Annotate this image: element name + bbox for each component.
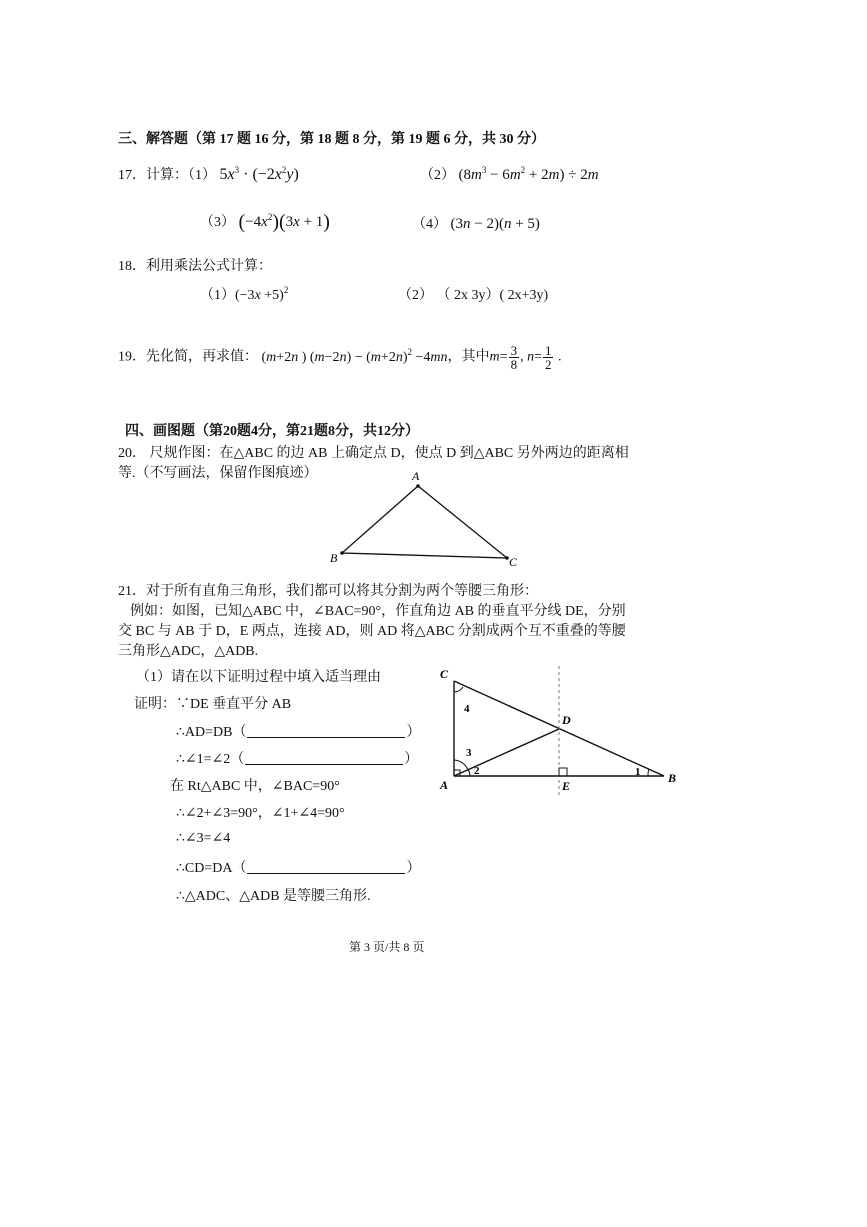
- q17-line-1b: [420, 164, 599, 184]
- answer-blank-3[interactable]: [247, 859, 405, 874]
- fig-angle-3: 3: [466, 747, 472, 759]
- q20-triangle: [342, 486, 507, 558]
- fig-angle-2: 2: [474, 765, 480, 777]
- q21-line1-text: 对于所有直角三角形，我们都可以将其分割为两个等腰三角形：: [146, 584, 538, 599]
- angle-arc-3: [454, 760, 468, 770]
- q17-p2-label: （2）: [420, 168, 455, 183]
- fig-label-c: C: [440, 667, 449, 681]
- proof-line-3: ∴∠1=∠2（ ）: [176, 752, 419, 767]
- q20-number: 20．: [118, 446, 146, 461]
- fig-label-b: B: [668, 771, 677, 785]
- q17-line-1: [118, 164, 299, 184]
- q18-line-2a: [200, 284, 288, 304]
- fig-angle-1: 1: [635, 766, 641, 778]
- page-footer: 第 3 页/共 8 页: [349, 940, 425, 954]
- q20-label-a: A: [412, 469, 420, 483]
- q21-sub1: （1）请在以下证明过程中填入适当理由: [136, 670, 381, 685]
- proof-line-8: ∴△ADC、△ADB 是等腰三角形.: [176, 889, 371, 904]
- fig-label-a: A: [440, 778, 449, 792]
- q17-line-2b: [412, 213, 540, 233]
- fig-angle-4: 4: [464, 703, 470, 715]
- q20-label-b: B: [330, 551, 338, 565]
- q17-p4-expr: (3n − 2)(n + 5): [450, 216, 540, 232]
- q21-line-4: 三角形△ADC，△ADB.: [118, 644, 259, 659]
- proof-line-2: ∴AD=DB（ ）: [176, 725, 421, 740]
- q19-frac-m: $\frac{3}{8}$: [510, 343, 518, 372]
- q21-right-triangle-figure: [430, 662, 690, 802]
- q19-expr: (m+2n ) $(m-2n) - (m+2n)^2 -4mn$: [261, 346, 448, 365]
- answer-blank-1[interactable]: [247, 723, 405, 738]
- q17-p1-label: （1）: [188, 168, 216, 183]
- q20-line-1: [118, 442, 629, 462]
- q19-number: 19．: [118, 349, 146, 365]
- q21-line-1: [118, 580, 538, 600]
- fig-label-d: D: [562, 713, 571, 727]
- q20-triangle-figure: [320, 462, 530, 572]
- q21-line-2: 例如：如图，已知△ABC 中，∠BAC=90°，作直角边 AB 的垂直平分线 DE，分别: [130, 604, 626, 619]
- q20-line1-text: 尺规作图：在△ABC 的边 AB 上确定点 D，使点 D 到△ABC 另外两边的距离相: [149, 446, 629, 461]
- q21-number: 21．: [118, 584, 146, 599]
- q17-p4-label: （4）: [412, 217, 447, 232]
- q19-frac-n: $\frac{1}{2}$: [544, 343, 552, 372]
- right-angle-mark-e: [559, 768, 567, 776]
- q18-p1-label: （1）: [200, 288, 235, 303]
- q17-p1-expr: $5x^3 \cdot (-2x^2y)$: [219, 165, 299, 183]
- proof-line-7: ∴CD=DA（ ）: [176, 861, 421, 876]
- angle-arc-2: [468, 769, 470, 776]
- q18-p1-expr: $(-3x +5)^2$: [235, 285, 289, 303]
- q17-p3-expr: $(-4x^2)(3x + 1)$: [238, 211, 330, 233]
- q18-line-2b: [398, 284, 548, 304]
- q18-p2-label: （2）: [398, 288, 433, 303]
- angle-arc-4: [454, 687, 463, 692]
- q17-lead: 计算：: [146, 168, 188, 183]
- section-4-heading: 四、画图题（第20题4分，第21题8分，共12分）: [125, 424, 419, 439]
- q20-line-2: 等.（不写画法，保留作图痕迹）: [118, 466, 318, 481]
- q20-point-b: [340, 551, 344, 555]
- section-3-heading: 三、解答题（第 17 题 16 分，第 18 题 8 分，第 19 题 6 分，共 30 分）: [118, 132, 545, 147]
- proof-line-5: ∴∠2+∠3=90°，∠1+∠4=90°: [176, 806, 345, 821]
- q17-line-2a: [200, 211, 330, 234]
- q19-line: 19．先化简，再求值： (m+2n ) $(m-2n) - (m+2n)^2 -4mn$，其中m= $\frac{3}{8}$ , n= $\frac{1}{2}$ .: [118, 343, 562, 372]
- q17-p2-expr: $(8m^3 - 6m^2 + 2m) \div 2m$: [458, 165, 599, 183]
- q17-p3-label: （3）: [200, 215, 235, 230]
- proof-line-4: 在 Rt△ABC 中，∠BAC=90°: [170, 779, 340, 794]
- fig-label-e: E: [562, 779, 571, 793]
- q21-line-3: 交 BC 与 AB 于 D，E 两点，连接 AD，则 AD 将△ABC 分割成两个互不重叠的等腰: [118, 624, 626, 639]
- q20-point-a: [416, 484, 420, 488]
- q18-number: 18．: [118, 259, 146, 274]
- proof-line-6: ∴∠3=∠4: [176, 831, 231, 846]
- q18-p2-expr: （ 2x 3y）( 2x+3y): [436, 288, 549, 303]
- q20-label-c: C: [509, 555, 518, 569]
- q18-line-1: [118, 255, 272, 275]
- angle-arc-1: [648, 769, 649, 776]
- q19-lead: 先化简，再求值：: [146, 349, 258, 365]
- q17-number: 17．: [118, 168, 146, 183]
- proof-line-1: 证明：∵DE 垂直平分 AB: [134, 697, 292, 712]
- answer-blank-2[interactable]: [245, 750, 403, 765]
- q19-mid: ，其中: [447, 349, 490, 365]
- q18-text: 利用乘法公式计算：: [146, 259, 272, 274]
